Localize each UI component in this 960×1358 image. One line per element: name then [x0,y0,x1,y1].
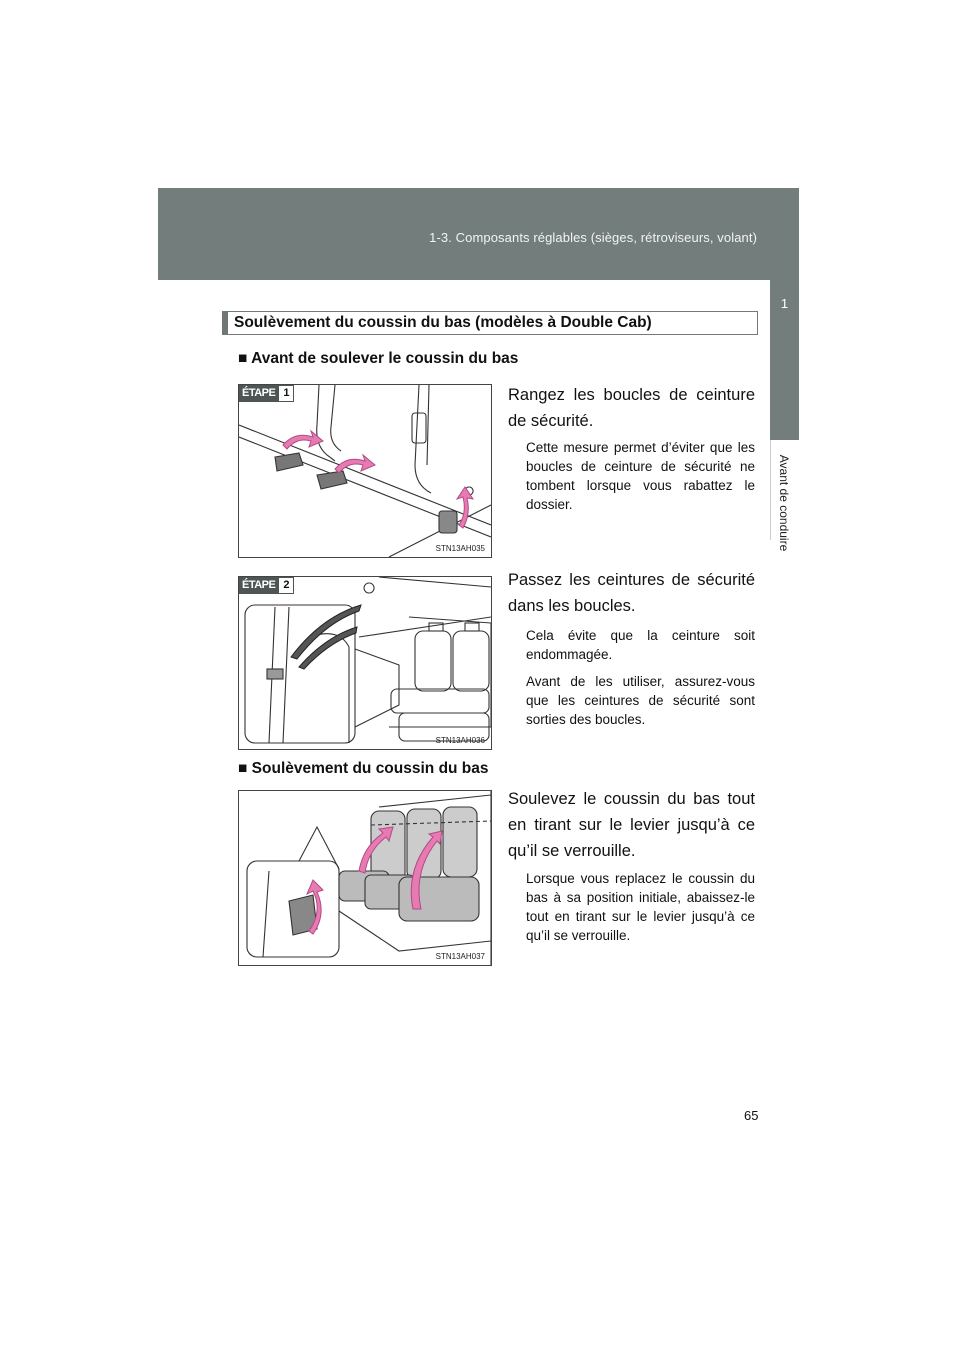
subsection-title-1: ■ Avant de soulever le coussin du bas [238,350,519,367]
step-badge-number: 2 [278,577,294,594]
step-badge-label: ÉTAPE [239,385,278,402]
step-badge-1 [239,385,294,402]
seat-belt-buckle-illustration [239,385,491,557]
side-divider [770,440,771,540]
lift-note: Lorsque vous replacez le coussin du bas à sa position initiale, abaissez-le tout en tirant sur le levier jusqu’à ce qu’il se verrouille. [526,871,755,943]
chapter-header [158,188,799,280]
side-chapter-tab [770,280,799,440]
figure-code: STN13AH035 [435,544,485,553]
figure-step-1 [238,384,492,558]
section-title: Soulèvement du coussin du bas (modèles à Double Cab) [222,311,758,335]
step-1-instruction: Rangez les boucles de ceinture de sécurité. [508,386,755,430]
step-1-note: Cette mesure permet d’éviter que les boucles de ceinture de sécurité ne tombent lorsque vous rabattez le dossier. [526,440,755,512]
seat-belt-routing-illustration [239,577,491,749]
step-2-note-2: Avant de les utiliser, assurez-vous que les ceintures de sécurité sont sorties des boucles. [526,674,755,727]
side-tab-number: 1 [780,296,789,311]
page-number: 65 [744,1108,759,1123]
step-2-instruction: Passez les ceintures de sécurité dans les boucles. [508,571,755,615]
step-badge-number: 1 [278,385,294,402]
cushion-lift-illustration [239,791,491,965]
step-2-note-1: Cela évite que la ceinture soit endommagée. [526,628,755,662]
side-tab-label: Avant de conduire [777,454,791,552]
chapter-title: 1-3. Composants réglables (sièges, rétroviseurs, volant) [429,230,757,245]
subsection-title-2: ■ Soulèvement du coussin du bas [238,760,489,777]
lift-instruction: Soulevez le coussin du bas tout en tirant sur le levier jusqu’à ce qu’il se verrouille. [508,790,755,860]
figure-step-2 [238,576,492,750]
figure-code: STN13AH036 [435,736,485,745]
step-badge-2 [239,577,294,594]
step-badge-label: ÉTAPE [239,577,278,594]
figure-cushion-lift [238,790,492,966]
figure-code: STN13AH037 [435,952,485,961]
